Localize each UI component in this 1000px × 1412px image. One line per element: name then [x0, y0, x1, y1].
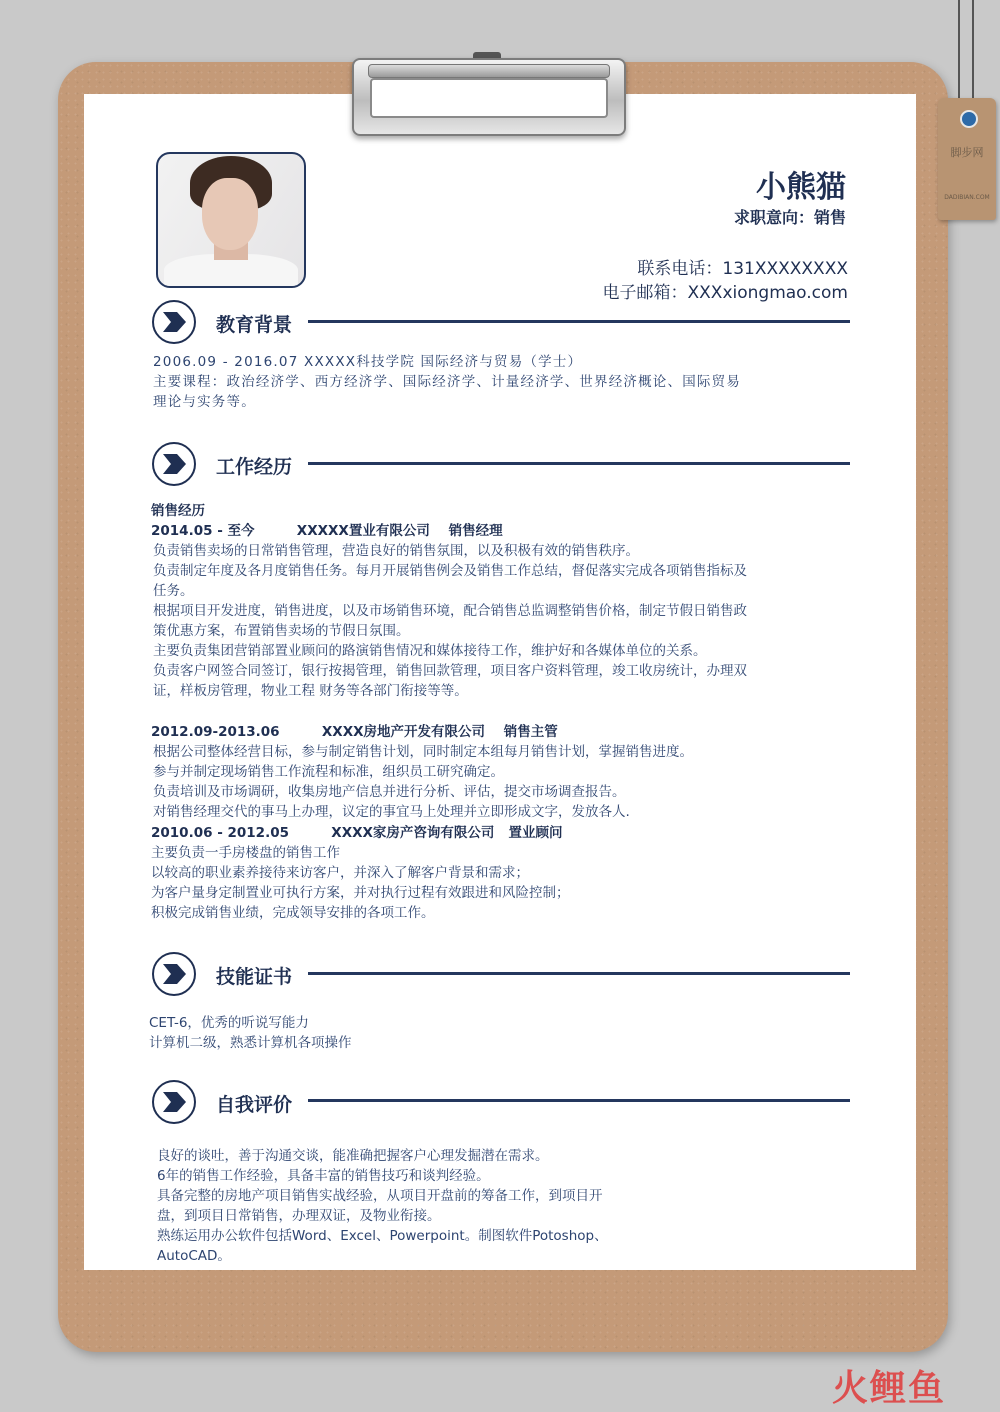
- arrow-icon: [152, 300, 196, 344]
- section-divider: [308, 972, 850, 975]
- tag-brand: 脚步网: [950, 146, 984, 159]
- photo-face: [202, 178, 258, 250]
- job-title: 2010.06 - 2012.05 XXXX家房产咨询有限公司 置业顾问: [151, 825, 563, 841]
- job-duty: 策优惠方案，布置销售卖场的节假日氛围。: [153, 623, 410, 639]
- section-title-skills: 技能证书: [216, 966, 293, 988]
- education-line: 主要课程：政治经济学、西方经济学、国际经济学、计量经济学、世界经济概论、国际贸易: [153, 374, 741, 390]
- section-divider: [308, 462, 850, 465]
- self-line: AutoCAD。: [157, 1248, 231, 1264]
- job-duty: 负责培训及市场调研，收集房地产信息并进行分析、评估，提交市场调查报告。: [153, 784, 626, 800]
- profile-photo: [156, 152, 306, 288]
- section-title-self: 自我评价: [216, 1094, 293, 1116]
- section-divider: [308, 320, 850, 323]
- tag-hole: [960, 110, 978, 128]
- job-duty: 根据项目开发进度，销售进度，以及市场销售环境，配合销售总监调整销售价格，制定节假日销售政: [153, 603, 747, 619]
- self-line: 良好的谈吐，善于沟通交谈，能准确把握客户心理发掘潜在需求。: [157, 1148, 549, 1164]
- tag-string: [958, 0, 974, 104]
- tag-sub: DADIBIAN.COM: [944, 194, 990, 201]
- self-line: 盘，到项目日常销售，办理双证，及物业衔接。: [157, 1208, 441, 1224]
- education-line: 理论与实务等。: [153, 394, 256, 410]
- job-duty: 证，样板房管理，物业工程 财务等各部门衔接等等。: [153, 683, 468, 699]
- job-intent: 求职意向：销售: [733, 208, 846, 227]
- candidate-name: 小熊猫: [756, 170, 846, 205]
- clip-bar: [368, 64, 610, 78]
- section-title-education: 教育背景: [216, 314, 293, 336]
- contact-email: 电子邮箱：XXXxiongmao.com: [602, 283, 848, 303]
- job-duty: 积极完成销售业绩，完成领导安排的各项工作。: [151, 905, 435, 921]
- arrow-icon: [152, 442, 196, 486]
- section-divider: [308, 1099, 850, 1102]
- skill-item: CET-6，优秀的听说写能力: [149, 1015, 309, 1031]
- contact-phone: 联系电话：131XXXXXXXX: [637, 259, 848, 279]
- hang-tag: [938, 98, 996, 220]
- clip-window: [370, 78, 608, 118]
- job-duty: 以较高的职业素养接待来访客户，并深入了解客户背景和需求；: [151, 865, 529, 881]
- education-line: 2006.09 - 2016.07 XXXXX科技学院 国际经济与贸易（学士）: [153, 354, 583, 370]
- job-title: 2012.09-2013.06 XXXX房地产开发有限公司 销售主管: [151, 724, 558, 740]
- arrow-icon: [152, 952, 196, 996]
- arrow-icon: [152, 1080, 196, 1124]
- self-line: 具备完整的房地产项目销售实战经验，从项目开盘前的筹备工作，到项目开: [157, 1188, 603, 1204]
- self-line: 6年的销售工作经验，具备丰富的销售技巧和谈判经验。: [157, 1168, 490, 1184]
- job-duty: 负责销售卖场的日常销售管理，营造良好的销售氛围，以及积极有效的销售秩序。: [153, 543, 639, 559]
- job-duty: 主要负责一手房楼盘的销售工作: [151, 845, 340, 861]
- section-title-work: 工作经历: [216, 456, 293, 478]
- self-line: 熟练运用办公软件包括Word、Excel、Powerpoint。制图软件Potoshop、: [157, 1228, 608, 1244]
- job-duty: 为客户量身定制置业可执行方案，并对执行过程有效跟进和风险控制；: [151, 885, 570, 901]
- job-duty: 任务。: [153, 583, 194, 599]
- job-duty: 负责客户网签合同签订，银行按揭管理，销售回款管理，项目客户资料管理，竣工收房统计，办理双: [153, 663, 747, 679]
- watermark-logo: 火鲤鱼: [832, 1368, 947, 1409]
- job-duty: 对销售经理交代的事马上办理，议定的事宜马上处理并立即形成文字，发放各人.: [153, 804, 630, 820]
- work-category: 销售经历: [151, 503, 205, 519]
- job-duty: 参与并制定现场销售工作流程和标准，组织员工研究确定。: [153, 764, 504, 780]
- job-duty: 根据公司整体经营目标，参与制定销售计划，同时制定本组每月销售计划，掌握销售进度。: [153, 744, 693, 760]
- job-duty: 负责制定年度及各月度销售任务。每月开展销售例会及销售工作总结，督促落实完成各项销售指标及: [153, 563, 747, 579]
- job-title: 2014.05 - 至今 XXXXX置业有限公司 销售经理: [151, 523, 503, 539]
- skill-item: 计算机二级，熟悉计算机各项操作: [149, 1035, 352, 1051]
- job-duty: 主要负责集团营销部置业顾问的路演销售情况和媒体接待工作，维护好和各媒体单位的关系。: [153, 643, 707, 659]
